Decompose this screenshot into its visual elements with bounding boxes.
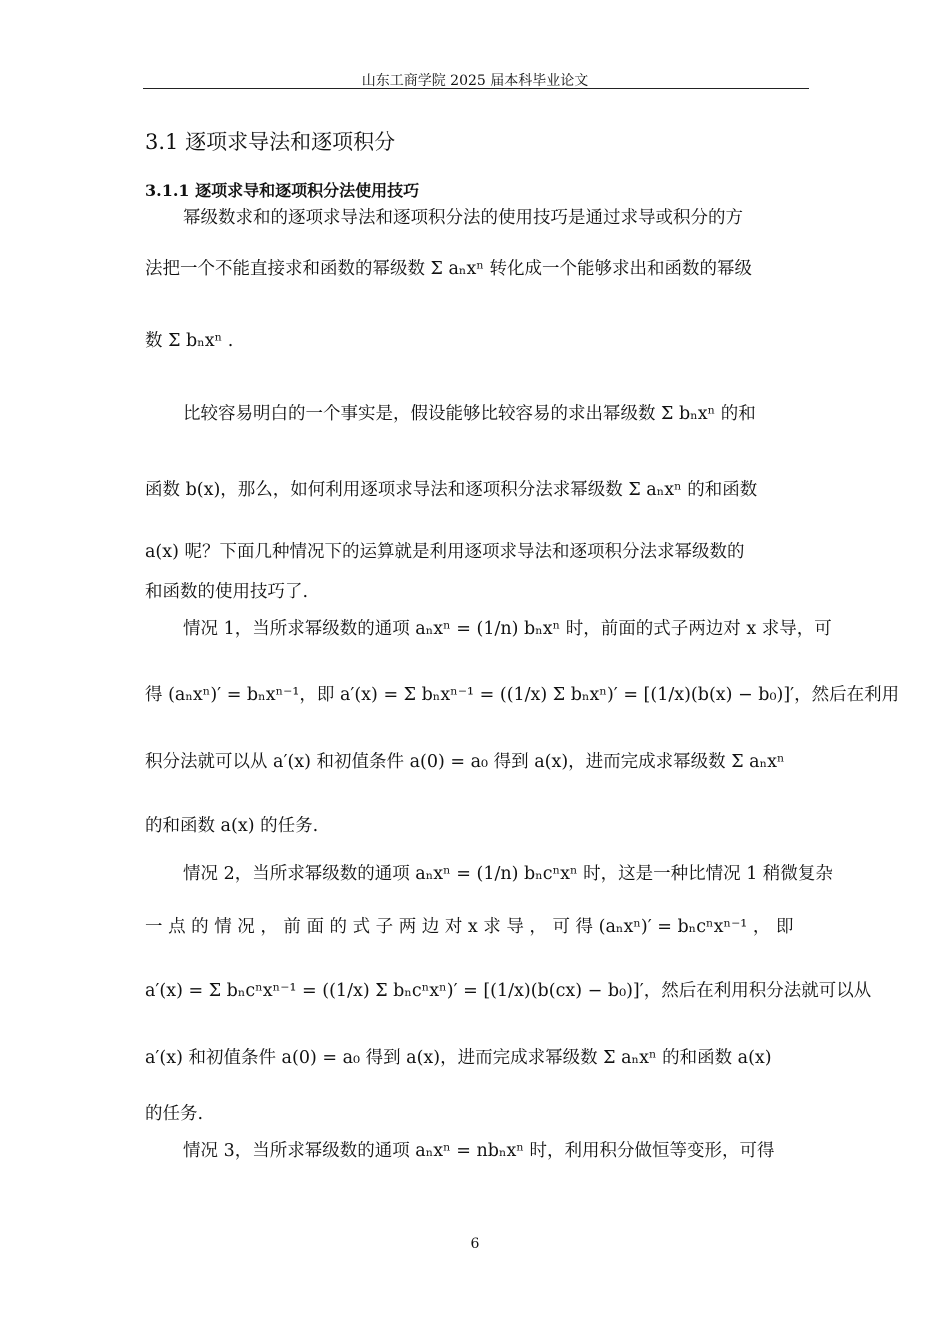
paragraph-line: 函数 b(x)，那么，如何利用逐项求导法和逐项积分法求幂级数 Σ aₙxⁿ 的和函数 xyxy=(145,480,758,500)
paragraph-line: a′(x) 和初值条件 a(0) = a₀ 得到 a(x)，进而完成求幂级数 Σ aₙxⁿ 的和函数 a(x) xyxy=(145,1048,772,1068)
paragraph-line: 积分法就可以从 a′(x) 和初值条件 a(0) = a₀ 得到 a(x)，进而完成求幂级数 Σ aₙxⁿ xyxy=(145,752,785,772)
paragraph-line: 情况 3，当所求幂级数的通项 aₙxⁿ = nbₙxⁿ 时，利用积分做恒等变形，可得 xyxy=(183,1141,775,1161)
paragraph-line: 的任务. xyxy=(145,1104,204,1124)
paragraph-line: 情况 1，当所求幂级数的通项 aₙxⁿ = (1/n) bₙxⁿ 时，前面的式子两边对 x 求导，可 xyxy=(183,619,832,639)
paragraph-line: 情况 2，当所求幂级数的通项 aₙxⁿ = (1/n) bₙcⁿxⁿ 时，这是一种比情况 1 稍微复杂 xyxy=(183,864,833,884)
section-title: 3.1 逐项求导法和逐项积分 xyxy=(145,130,396,154)
running-header: 山东工商学院 2025 届本科毕业论文 xyxy=(361,73,589,89)
paragraph-line: 比较容易明白的一个事实是，假设能够比较容易的求出幂级数 Σ bₙxⁿ 的和 xyxy=(183,404,756,424)
paragraph-line: 一 点 的 情 况 ， 前 面 的 式 子 两 边 对 x 求 导 ， 可 得 (aₙxⁿ)′ = bₙcⁿxⁿ⁻¹ ， 即 xyxy=(145,917,794,937)
header-rule xyxy=(143,88,809,89)
paragraph-line: 法把一个不能直接求和函数的幂级数 Σ aₙxⁿ 转化成一个能够求出和函数的幂级 xyxy=(145,259,753,279)
page-number: 6 xyxy=(470,1236,480,1252)
paragraph-line: 数 Σ bₙxⁿ . xyxy=(145,331,234,351)
paragraph-line: 的和函数 a(x) 的任务. xyxy=(145,816,319,836)
paragraph-line: 和函数的使用技巧了. xyxy=(145,582,309,602)
equation-line: a′(x) = Σ bₙcⁿxⁿ⁻¹ = ((1/x) Σ bₙcⁿxⁿ)′ = [(1/x)(b(cx) − b₀)]′，然后在利用积分法就可以从 xyxy=(145,981,872,1001)
subsection-title: 3.1.1 逐项求导和逐项积分法使用技巧 xyxy=(145,181,420,200)
paragraph-line: a(x) 呢？下面几种情况下的运算就是利用逐项求导法和逐项积分法求幂级数的 xyxy=(145,542,745,562)
paragraph-line: 幂级数求和的逐项求导法和逐项积分法的使用技巧是通过求导或积分的方 xyxy=(183,208,743,228)
equation-line: 得 (aₙxⁿ)′ = bₙxⁿ⁻¹，即 a′(x) = Σ bₙxⁿ⁻¹ = ((1/x) Σ bₙxⁿ)′ = [(1/x)(b(x) − b₀)]′，然后在利用 xyxy=(145,685,900,705)
